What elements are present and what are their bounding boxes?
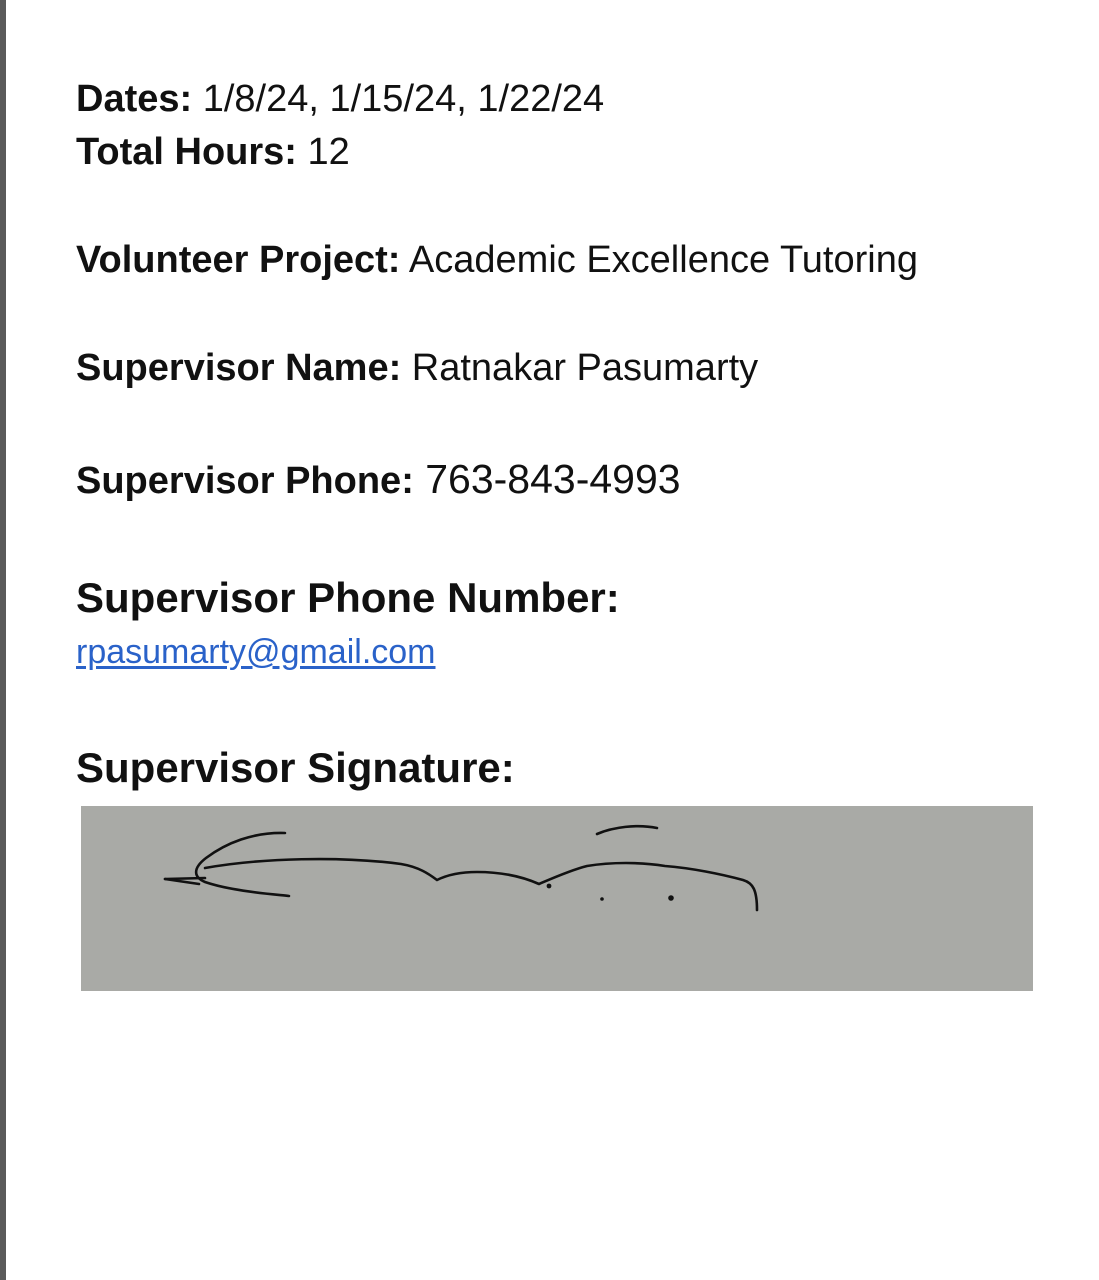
supervisor-name-label: Supervisor Name: [76,347,402,389]
supervisor-phone-number-heading: Supervisor Phone Number: [76,574,620,621]
supervisor-email-link[interactable]: rpasumarty@gmail.com [76,633,436,671]
supervisor-phone-field [76,456,681,504]
dates-field [76,76,604,122]
signature-image [81,806,1033,991]
page-left-border [0,0,6,1280]
dates-label: Dates: [76,78,193,120]
volunteer-project-field [76,237,918,283]
volunteer-project-label: Volunteer Project: [76,239,401,281]
total-hours-field [76,129,350,175]
supervisor-phone-label: Supervisor Phone: [76,460,414,502]
dates-value: 1/8/24, 1/15/24, 1/22/24 [192,78,605,120]
total-hours-value: 12 [296,131,350,173]
supervisor-phone-value: 763-843-4993 [413,456,681,502]
volunteer-project-value: Academic Excellence Tutoring [400,239,918,281]
total-hours-label: Total Hours: [76,131,297,173]
supervisor-signature-heading: Supervisor Signature: [76,744,515,791]
signature-icon [81,806,1033,991]
supervisor-name-field [76,345,758,391]
supervisor-name-value: Ratnakar Pasumarty [401,347,759,389]
